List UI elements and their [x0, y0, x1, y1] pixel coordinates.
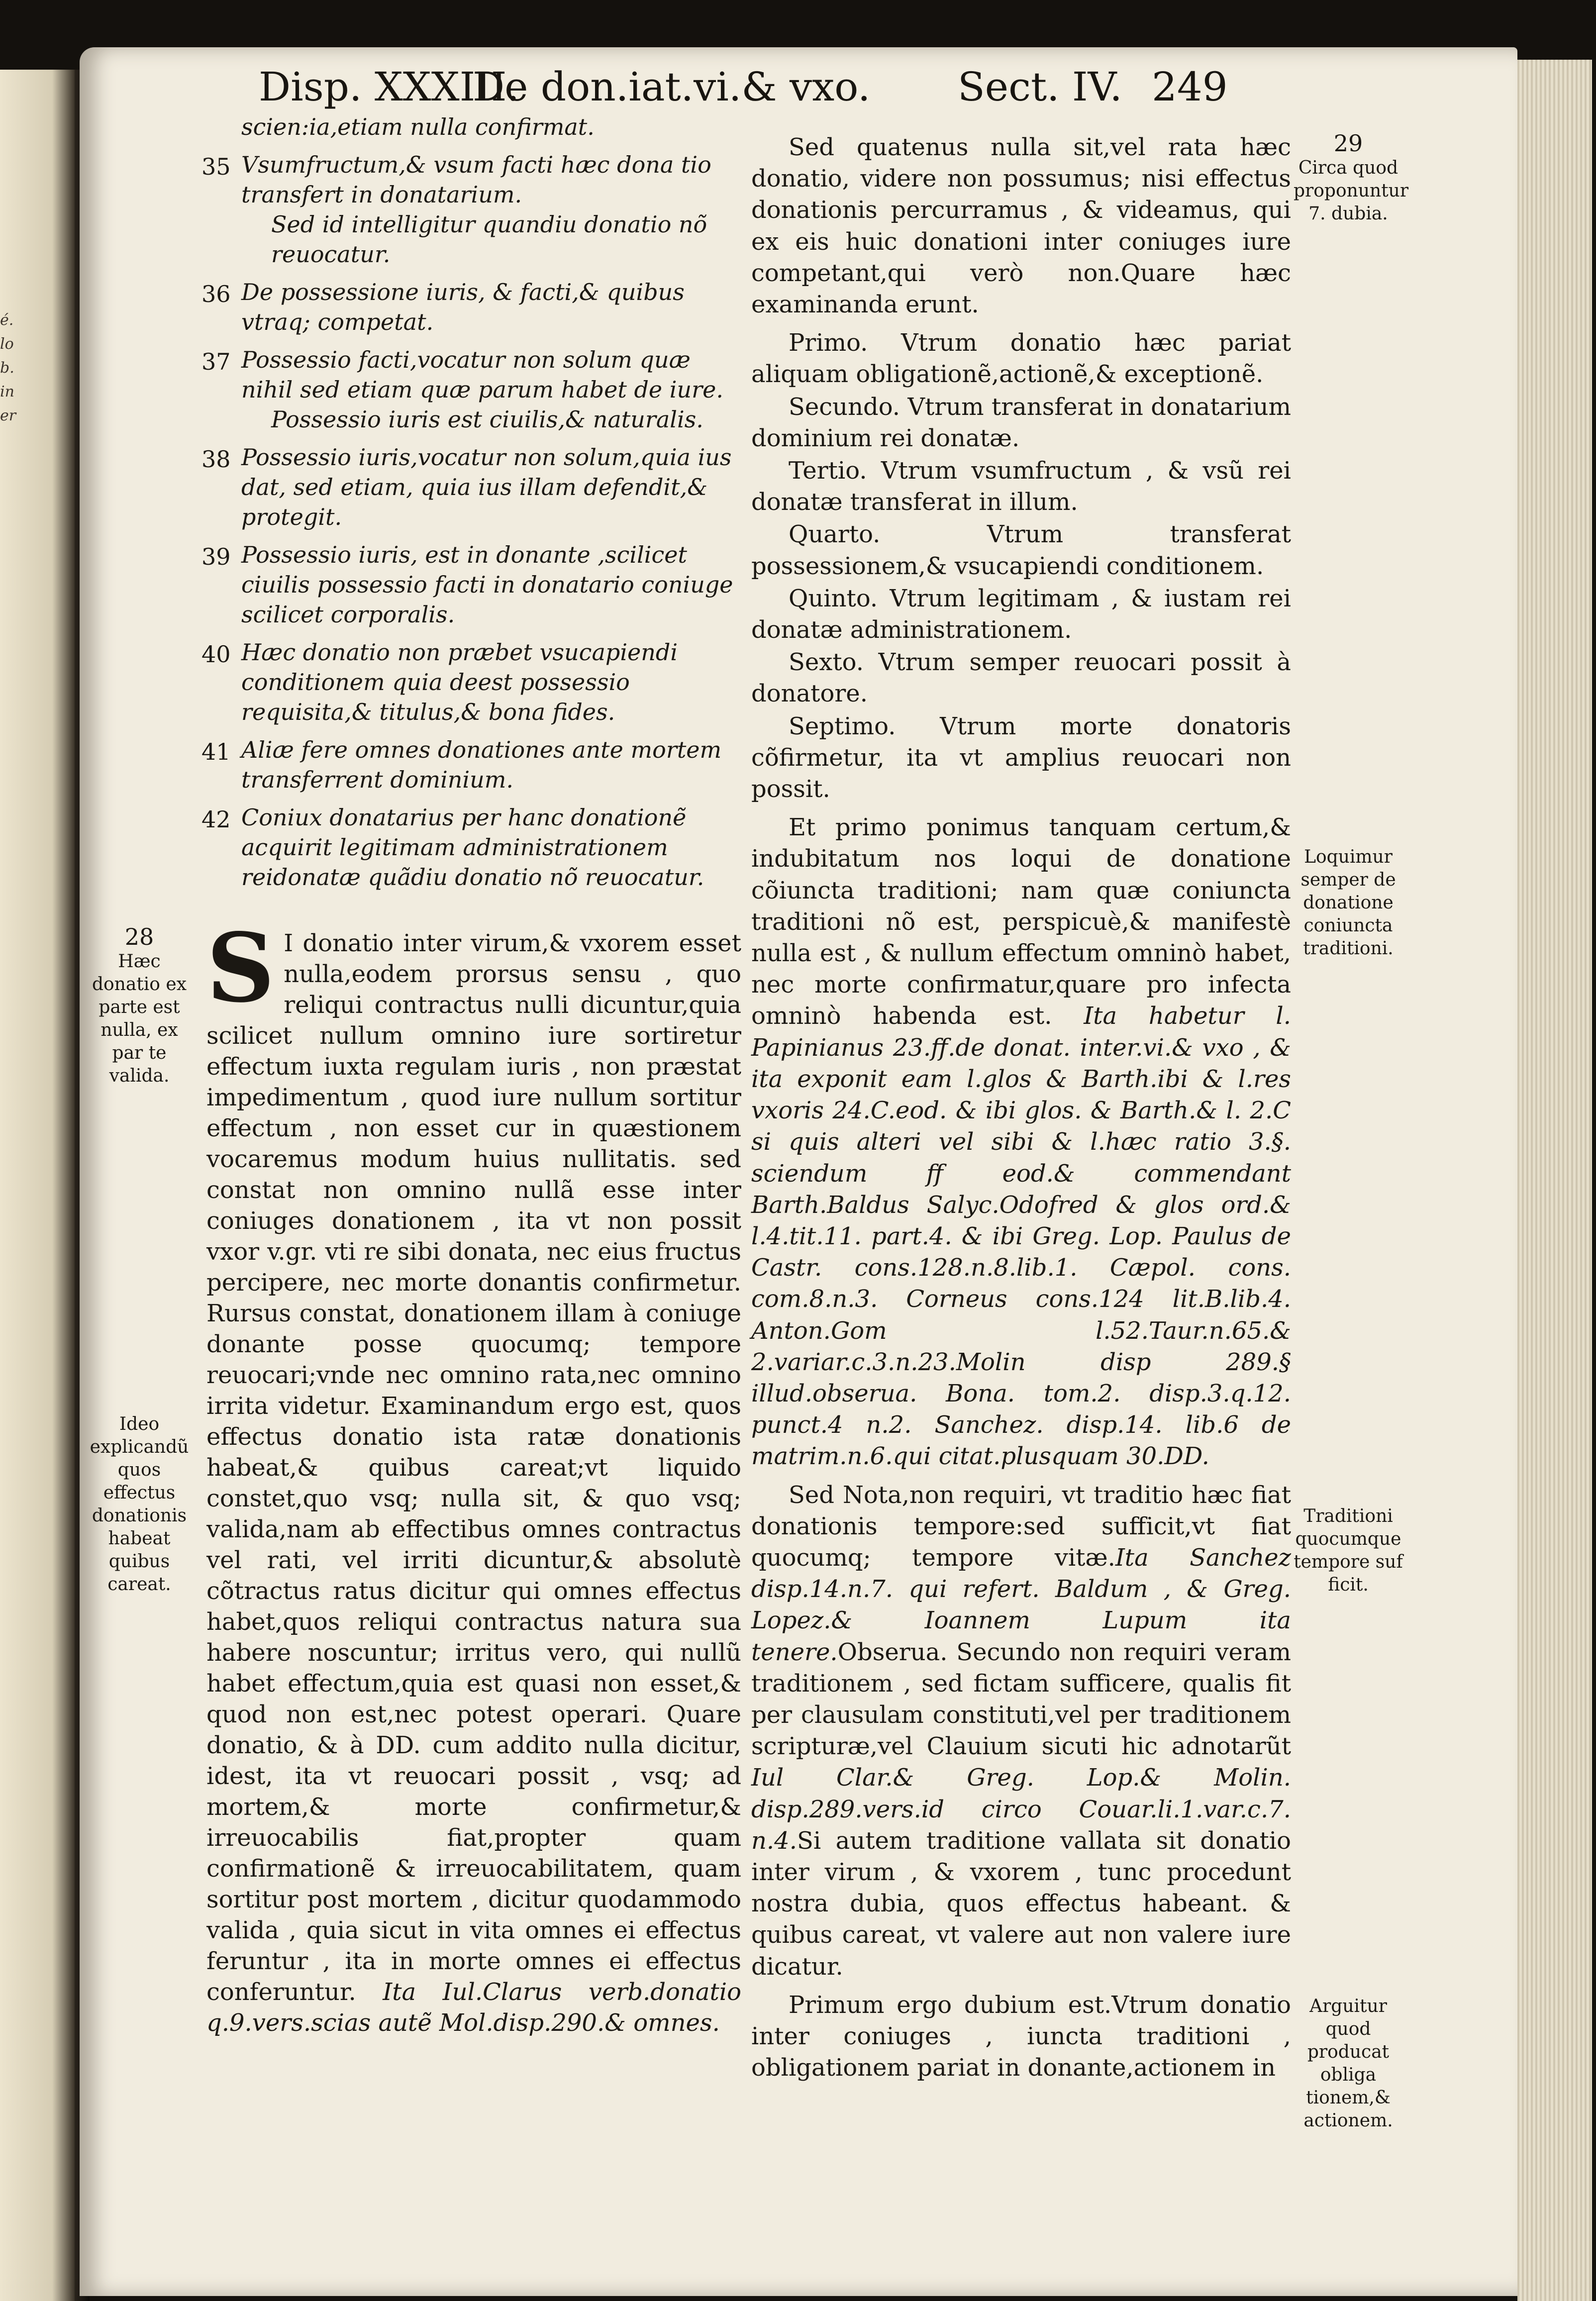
- dubium-item: Quarto. Vtrum transferat possessionem,& vsucapiendi conditionem.: [751, 520, 1291, 580]
- page-block-edge: [1517, 60, 1592, 2301]
- summary-item: 36 De possessione iuris, & facti,& quibus vtraq; competat.: [201, 279, 685, 335]
- drop-cap: S: [206, 912, 275, 1023]
- citation: Ita Sanchez disp.14.n.7. qui refert. Baldum , & Greg. Lopez.& Ioannem Lupum ita tenere.: [751, 1543, 1291, 1666]
- margin-note-right: Traditioni quocumque tempore suf ficit.: [1294, 1506, 1403, 1595]
- dubium-item: Sexto. Vtrum semper reuocari possit à donatore.: [751, 648, 1291, 708]
- body-paragraph: S I donatio inter virum,& vxorem esset nulla,eodem prorsus sensu , quo reliqui contractus nulli dicuntur,quia scilicet nullum omnino iure sortiretur effectum iuxta regulam iuris , non præstat impedimentum , quod iure nullum sortitur effectum , non esset cur in quæstionem vocaremus modum huius nullitatis. sed constat non omnino nullã esse inter coniuges donationem , ita vt non possit vxor v.gr. vti re sibi donata, nec eius fructus percipere, nec morte donantis confirmetur. Rursus constat, donationem illam à coniuge donante posse quocumq; tempore reuocari;vnde nec omnino rata,nec omnino irrita videtur. Examinandum ergo est, quos effectus donatio ista ratæ donationis habeat,& quibus careat;vt liquido constet,quo vsq; nulla sit, & quo vsq; valida,nam ab effectibus omnes contractus vel rati, vel irriti dicuntur,& absolutè cõtractus ratus dicitur qui omnes effectus habet,quos reliqui contractus natura sua habere noscuntur; irritus vero, qui nullũ habet effectum,quia est quasi non esset,& quod non est,nec potest operari. Quare donatio, & à DD. cum addito nulla dicitur, idest, ita vt reuocari possit , vsq; ad mortem,& morte confirmetur,& irreuocabilis fiat,propter quam confirmationẽ & irreuocabilitatem, quam sortitur post mortem , dicitur quodammodo valida , quia sicut in vita omnes ei effectus feruntur , ita in morte omnes ei effectus conferuntur. Ita Iul.Clarus verb.donatio q.9.vers.scias autẽ Mol.disp.290.& omnes.: [206, 912, 741, 2037]
- edge-line: in: [0, 383, 14, 400]
- body-paragraph: Sed Nota,non requiri, vt traditio hæc fiat donationis tempore:sed sufficit,vt fiat quocumq; tempore vitæ.Ita Sanchez disp.14.n.7. qui refert. Baldum , & Greg. Lopez.& Ioannem Lupum ita tenere.Obserua. Secundo non requiri veram traditionem , sed fictam sufficere, qualis fit per clausulam constituti,vel per traditionem scripturæ,vel Clauium sicuti hic adnotarũt Iul Clar.& Greg. Lop.& Molin. disp.289.vers.id circo Couar.li.1.var.c.7. n.4.Si autem traditione vallata sit donatio inter virum , & vxorem , tunc procedunt nostra dubia, quos effectus habeant. & quibus careat, vt valere aut non valere iure dicatur.: [751, 1481, 1291, 1981]
- body-column-right: [751, 132, 1291, 2091]
- body-column-left: [206, 912, 741, 2045]
- edge-line: é.: [0, 311, 14, 329]
- left-facing-page: [0, 70, 75, 2301]
- summary-item: 35 Vsumfructum,& vsum facti hæc dona tio transfert in donatarium. Sed id intelligitur quandiu donatio nõ reuocatur.: [201, 151, 711, 268]
- edge-line: er: [0, 407, 16, 424]
- page-number: 249: [1152, 64, 1228, 110]
- citation: Ita Iul.Clarus verb.donatio q.9.vers.scias autẽ Mol.disp.290.& omnes.: [206, 1978, 741, 2037]
- summary-item: 40 Hæc donatio non præbet vsucapiendi conditionem quia deest possessio requisita,& titulus,& bona fides.: [201, 639, 678, 725]
- margin-note-right: Arguitur quod producat obliga tionem,& actionem.: [1303, 1996, 1393, 2131]
- header-section: Sect. IV.: [958, 64, 1122, 110]
- margin-note-right: Loquimur semper de donatione coniuncta traditioni.: [1300, 847, 1396, 959]
- summary-item: 39 Possessio iuris, est in donante ,scilicet ciuilis possessio facti in donatario coniuge scilicet corporalis.: [201, 541, 733, 628]
- section-summaries: [201, 112, 741, 900]
- citation: Ita habetur l. Papinianus 23.ff.de donat. inter.vi.& vxo , & ita exponit eam l.glos & Barth.ibi & l.res vxoris 24.C.eod. & ibi glos. & Barth.& l. 2.C si quis alteri vel sibi & l.hæc ratio 3.§. sciendum ff eod.& commendant Barth.Baldus Salyc.Odofred & glos ord.& l.4.tit.11. part.4. & ibi Greg. Lop. Paulus de Castr. cons.128.n.8.lib.1. Cæpol. cons. com.8.n.3. Corneus cons.124 lit.B.lib.4. Anton.Gom l.52.Taur.n.65.& 2.variar.c.3.n.23.Molin disp 289.§ illud.obserua. Bona. tom.2. disp.3.q.12. punct.4 n.2. Sanchez. disp.14. lib.6 de matrim.n.6.qui citat.plusquam 30.DD.: [751, 1002, 1292, 1471]
- citation: Iul Clar.& Greg. Lop.& Molin. disp.289.vers.id circo Couar.li.1.var.c.7. n.4.: [751, 1764, 1291, 1855]
- left-page-edge-text: [0, 308, 30, 428]
- summary-item: 42 Coniux donatarius per hanc donationẽ acquirit legitimam administrationem reidonatæ quãdiu donatio nõ reuocatur.: [201, 804, 704, 891]
- body-paragraph: Sed quatenus nulla sit,vel rata hæc donatio, videre non possumus; nisi effectus donationis percurramus , & videamus, qui ex eis huic donationi inter coniuges iure competant,qui verò non.Quare hæc examinanda erunt.: [751, 133, 1291, 319]
- header-disputation: Disp. XXXIII.: [259, 64, 519, 110]
- edge-line: lo: [0, 335, 14, 353]
- margin-note-right: 29 Circa quod proponuntur 7. dubia.: [1294, 130, 1409, 224]
- dubium-item: Septimo. Vtrum morte donatoris cõfirmetur, ita vt amplius reuocari non possit.: [751, 712, 1291, 803]
- margin-note-left: 28 Hæc donatio ex parte est nulla, ex par te valida.: [92, 923, 187, 1086]
- dubium-item: Quinto. Vtrum legitimam , & iustam rei donatæ administrationem.: [751, 584, 1291, 644]
- summary-item: 41 Aliæ fere omnes donationes ante mortem transferrent dominium.: [201, 736, 722, 793]
- margin-note-left: Ideo explicandũ quos effectus donationis habeat quibus careat.: [90, 1414, 189, 1595]
- running-header: [259, 64, 1264, 118]
- body-paragraph: Et primo ponimus tanquam certum,& indubitatum nos loqui de donatione cõiuncta traditioni; nam quæ coniuncta traditioni nõ est, perspicuè,& manifestè nulla est , & nullum effectum omninò habet, nec morte confirmatur,quare pro infecta omninò habenda est. Ita habetur l. Papinianus 23.ff.de donat. inter.vi.& vxo , & ita exponit eam l.glos & Barth.ibi & l.res vxoris 24.C.eod. & ibi glos. & Barth.& l. 2.C si quis alteri vel sibi & l.hæc ratio 3.§. sciendum ff eod.& commendant Barth.Baldus Salyc.Odofred & glos ord.& l.4.tit.11. part.4. & ibi Greg. Lop. Paulus de Castr. cons.128.n.8.lib.1. Cæpol. cons. com.8.n.3. Corneus cons.124 lit.B.lib.4. Anton.Gom l.52.Taur.n.65.& 2.variar.c.3.n.23.Molin disp 289.§ illud.obserua. Bona. tom.2. disp.3.q.12. punct.4 n.2. Sanchez. disp.14. lib.6 de matrim.n.6.qui citat.plusquam 30.DD.: [751, 813, 1292, 1471]
- summary-item: 37 Possessio facti,vocatur non solum quæ nihil sed etiam quæ parum habet de iure. Possessio iuris est ciuilis,& naturalis.: [201, 346, 723, 433]
- summary-item: scien:ia,etiam nulla confirmat.: [241, 113, 595, 140]
- edge-line: b.: [0, 359, 14, 377]
- dubium-item: Primo. Vtrum donatio hæc pariat aliquam obligationẽ,actionẽ,& exceptionẽ.: [751, 329, 1291, 389]
- body-paragraph: Primum ergo dubium est.Vtrum donatio inter coniuges , iuncta traditioni , obligationem pariat in donante,actionem in: [751, 1991, 1291, 2082]
- summary-item: 38 Possessio iuris,vocatur non solum,quia ius dat, sed etiam, quia ius illam defendit,& protegit.: [201, 444, 732, 530]
- dubium-item: Tertio. Vtrum vsumfructum , & vsũ rei donatæ transferat in illum.: [751, 457, 1291, 516]
- dubium-item: Secundo. Vtrum transferat in donatarium dominium rei donatæ.: [751, 393, 1291, 452]
- header-title: De don.iat.vi.& vxo.: [473, 64, 871, 110]
